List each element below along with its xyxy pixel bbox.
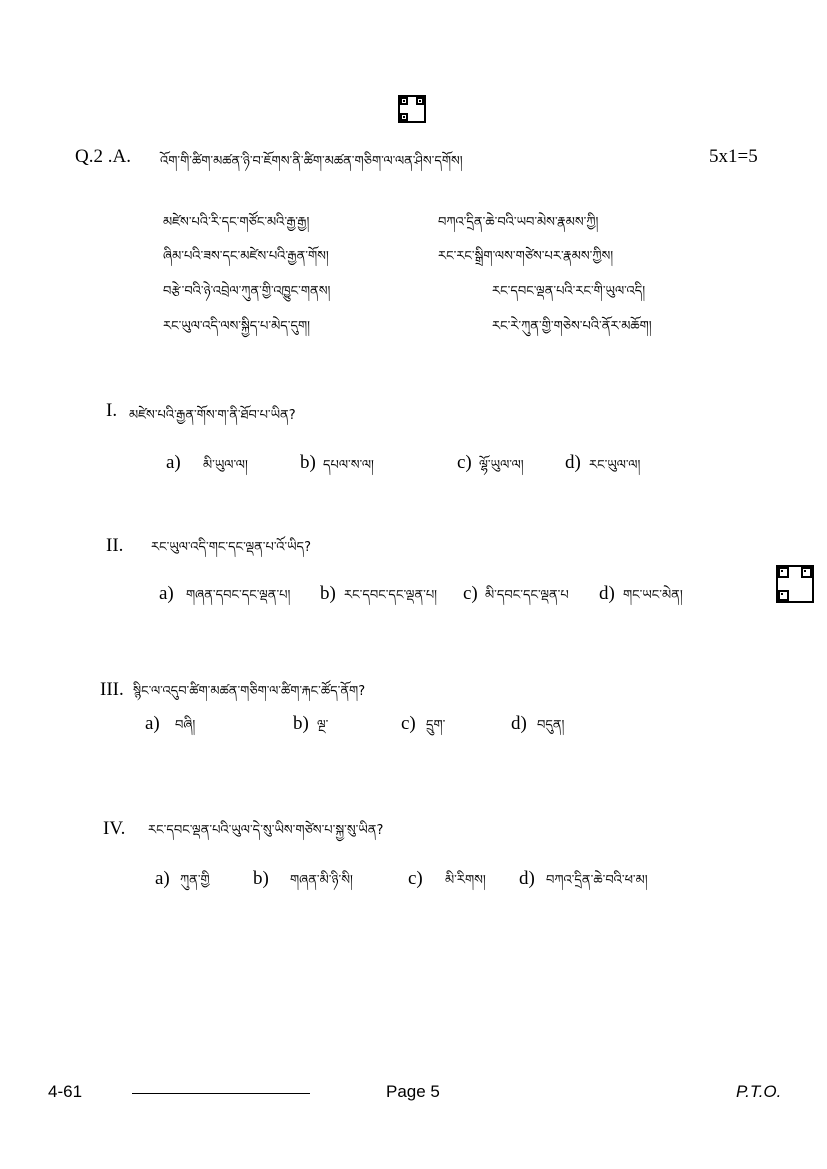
question-number: Q.2 .A. <box>75 146 131 167</box>
option-text: དཔལ་ས་ལ། <box>323 458 374 473</box>
sub-question-numeral: I. <box>106 400 118 421</box>
option-letter: d) <box>511 713 527 734</box>
option-letter: c) <box>408 868 423 889</box>
page-number: Page 5 <box>386 1082 440 1101</box>
question-instruction: འོག་གི་ཚིག་མཚན་ཉི་བ་ཇོགས་ནི་ཚིག་མཚན་གཅིག་ལ་ལན་ཤིས་དགོས། <box>160 154 463 169</box>
option-text: ལྔ་ <box>317 718 329 733</box>
option-text: བཞི། <box>175 718 196 733</box>
option-text: གཞན་མི་ཉི་སི། <box>290 873 353 888</box>
option-letter: a) <box>159 583 174 604</box>
poem-line-right: རང་རེ་ཀུན་གྱི་གཅེས་པའི་ནོར་མཆོག། <box>492 319 652 334</box>
option-letter: c) <box>457 452 472 473</box>
option-text: དྲུག་ <box>426 718 446 733</box>
option-text: མི་དབང་དང་ལྡན་པ <box>485 588 569 603</box>
qr-code-side <box>776 565 814 603</box>
option-letter: d) <box>599 583 615 604</box>
poem-line-right: བཀའ་དྲིན་ཆེ་བའི་ཡབ་མེས་རྣམས་ཀྱི། <box>438 215 599 230</box>
option-text: གང་ཡང་མེན། <box>623 588 683 603</box>
sub-question-numeral: IV. <box>103 818 126 839</box>
option-text: རང་དབང་དང་ལྡན་པ། <box>344 588 438 603</box>
option-letter: b) <box>253 868 269 889</box>
poem-line-right: རང་རང་སྒྲིག་ལས་གཙེས་པར་རྣམས་ཀྱིས། <box>438 249 614 264</box>
option-letter: b) <box>300 452 316 473</box>
please-turn-over: P.T.O. <box>736 1082 782 1101</box>
qr-code-top <box>398 95 426 123</box>
option-letter: a) <box>145 713 160 734</box>
poem-line-left: རང་ཡུལ་འདི་ལས་སྐྱིད་པ་མེད་དུག། <box>163 319 311 334</box>
paper-code: 4-61 <box>48 1082 83 1101</box>
option-text: བདུན། <box>537 718 565 733</box>
option-letter: d) <box>565 452 581 473</box>
option-letter: c) <box>463 583 478 604</box>
sub-question-text: རང་དབང་ལྡན་པའི་ཡུལ་དེ་སུ་ཡིས་གཙེས་པ་སྐྱ་སུ་ཡིན? <box>148 823 384 838</box>
option-text: ལྷོ་ཡུལ་ལ། <box>479 458 524 473</box>
option-text: བཀའ་དྲིན་ཆེ་བའི་ཕ་མ། <box>546 873 648 888</box>
poem-line-left: མཛེས་པའི་རི་དང་གཙོང་མའི་རྒྱ་རྒྱ། <box>163 215 310 230</box>
option-letter: c) <box>401 713 416 734</box>
option-letter: a) <box>166 452 181 473</box>
sub-question-text: མཛེས་པའི་རྒྱན་གོས་ག་ནི་ཐོབ་པ་ཡིན? <box>129 408 296 423</box>
option-letter: a) <box>155 868 170 889</box>
sub-question-text: རང་ཡུལ་འདི་གང་དང་ལྡན་པ་འོ་ཡིད? <box>151 540 311 555</box>
sub-question-numeral: III. <box>100 679 124 700</box>
option-letter: b) <box>320 583 336 604</box>
option-text: རང་ཡུལ་ལ། <box>589 458 641 473</box>
option-text: ཀུན་གྱི <box>180 873 210 888</box>
question-marks: 5x1=5 <box>709 146 758 167</box>
poem-line-right: རང་དབང་ལྡན་པའི་རང་གི་ཡུལ་འདི། <box>492 284 646 299</box>
option-letter: d) <box>519 868 535 889</box>
sub-question-text: སྙིང་ལ་འདུབ་ཚིག་མཚན་གཅིག་ལ་ཚིག་རྐང་ཚོད་ནོག? <box>133 684 366 699</box>
footer-divider <box>132 1093 310 1094</box>
option-letter: b) <box>293 713 309 734</box>
sub-question-numeral: II. <box>106 535 124 556</box>
poem-line-left: ཞིམ་པའི་ཟས་དང་མཛེས་པའི་རྒྱན་གོས། <box>163 249 329 264</box>
poem-line-left: བརྩེ་བའི་ཉེ་འབྲེལ་ཀུན་གྱི་འཁྱུང་གནས། <box>163 284 331 299</box>
option-text: མི་རིགས། <box>445 873 486 888</box>
option-text: གཞན་དབང་དང་ལྡན་པ། <box>186 588 291 603</box>
option-text: མི་ཡུལ་ལ། <box>203 458 248 473</box>
